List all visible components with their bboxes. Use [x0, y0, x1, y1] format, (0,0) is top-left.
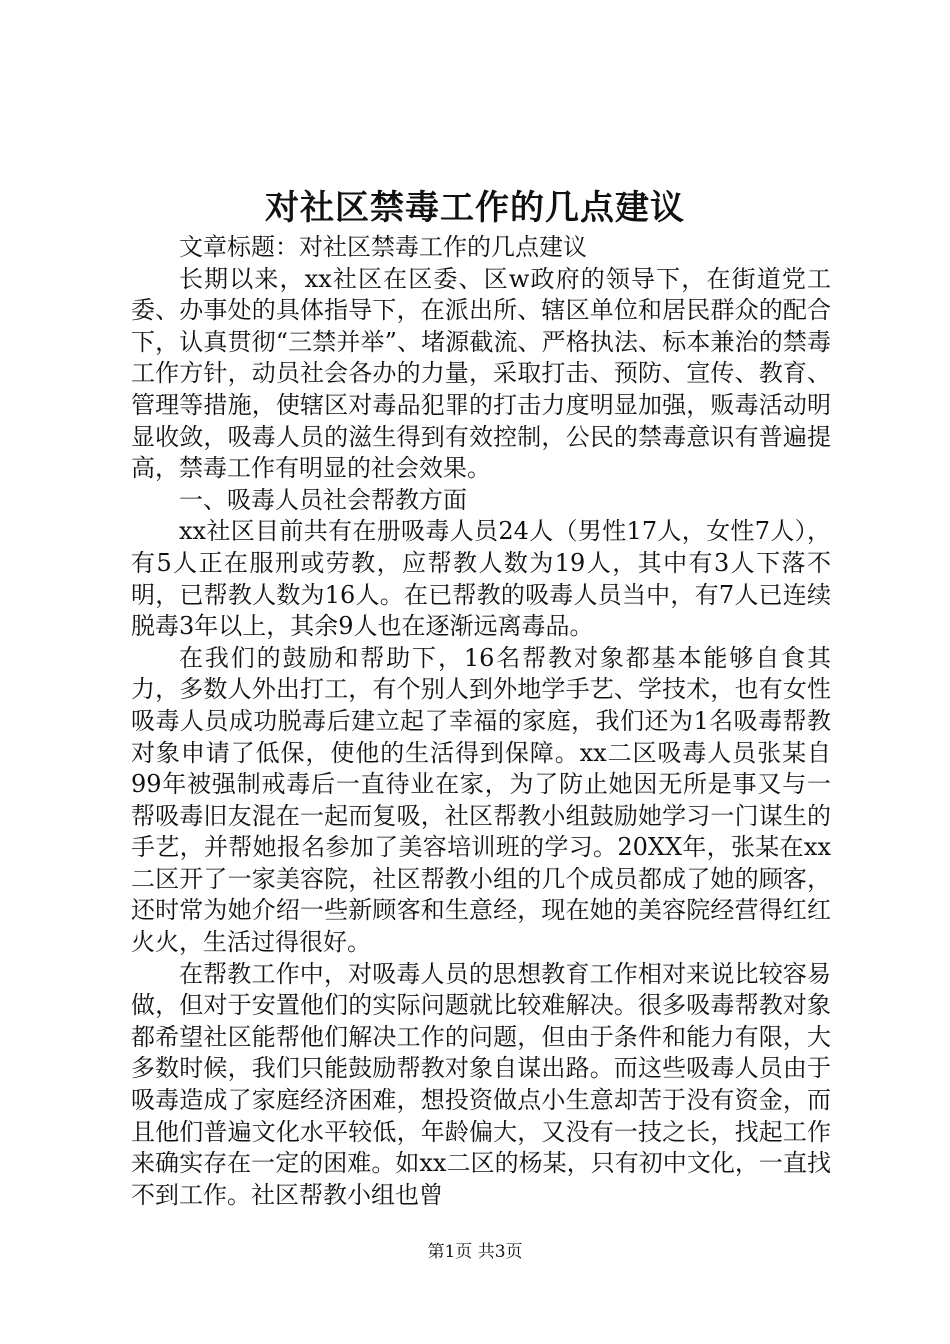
paragraph-difficulties: 在帮教工作中，对吸毒人员的思想教育工作相对来说比较容易做，但对于安置他们的实际问题就比较难解决。很多吸毒帮教对象都希望社区能帮他们解决工作的问题，但由于条件和能力有限，大多数时候，我们只能鼓励帮教对象自谋出路。而这些吸毒人员由于吸毒造成了家庭经济困难，想投资做点小生意却苦于没有资金，而且他们普遍文化水平较低，年龄偏大，又没有一技之长，找起工作来确实存在一定的困难。如xx二区的杨某，只有初中文化，一直找不到工作。社区帮教小组也曾	[131, 959, 831, 1209]
paragraph-intro: 长期以来，xx社区在区委、区w政府的领导下，在街道党工委、办事处的具体指导下，在派出所、辖区单位和居民群众的配合下，认真贯彻“三禁并举”、堵源截流、严格执法、标本兼治的禁毒工作方针，动员社会各办的力量，采取打击、预防、宣传、教育、管理等措施，使辖区对毒品犯罪的打击力度明显加强，贩毒活动明显收敛，吸毒人员的滋生得到有效控制，公民的禁毒意识有普遍提高，禁毒工作有明显的社会效果。	[131, 264, 831, 483]
paragraph-statistics: xx社区目前共有在册吸毒人员24人（男性17人，女性7人），有5人正在服刑或劳教，应帮教人数为19人，其中有3人下落不明，已帮教人数为16人。在已帮教的吸毒人员当中，有7人已连续脱毒3年以上，其余9人也在逐渐远离毒品。	[131, 517, 831, 641]
article-title-line: 文章标题：对社区禁毒工作的几点建议	[179, 233, 587, 261]
page-footer: 第1页 共3页	[427, 1242, 523, 1262]
document-title: 对社区禁毒工作的几点建议	[265, 188, 685, 228]
section-heading: 一、吸毒人员社会帮教方面	[179, 485, 467, 514]
paragraph-case-example: 在我们的鼓励和帮助下，16名帮教对象都基本能够自食其力，多数人外出打工，有个别人到外地学手艺、学技术，也有女性吸毒人员成功脱毒后建立起了幸福的家庭，我们还为1名吸毒帮教对象申请了低保，使他的生活得到保障。xx二区吸毒人员张某自99年被强制戒毒后一直待业在家，为了防止她因无所是事又与一帮吸毒旧友混在一起而复吸，社区帮教小组鼓励她学习一门谋生的手艺，并帮她报名参加了美容培训班的学习。20XX年，张某在xx二区开了一家美容院，社区帮教小组的几个成员都成了她的顾客，还时常为她介绍一些新顾客和生意经，现在她的美容院经营得红红火火，生活过得很好。	[131, 643, 831, 957]
document-body	[131, 232, 831, 1211]
